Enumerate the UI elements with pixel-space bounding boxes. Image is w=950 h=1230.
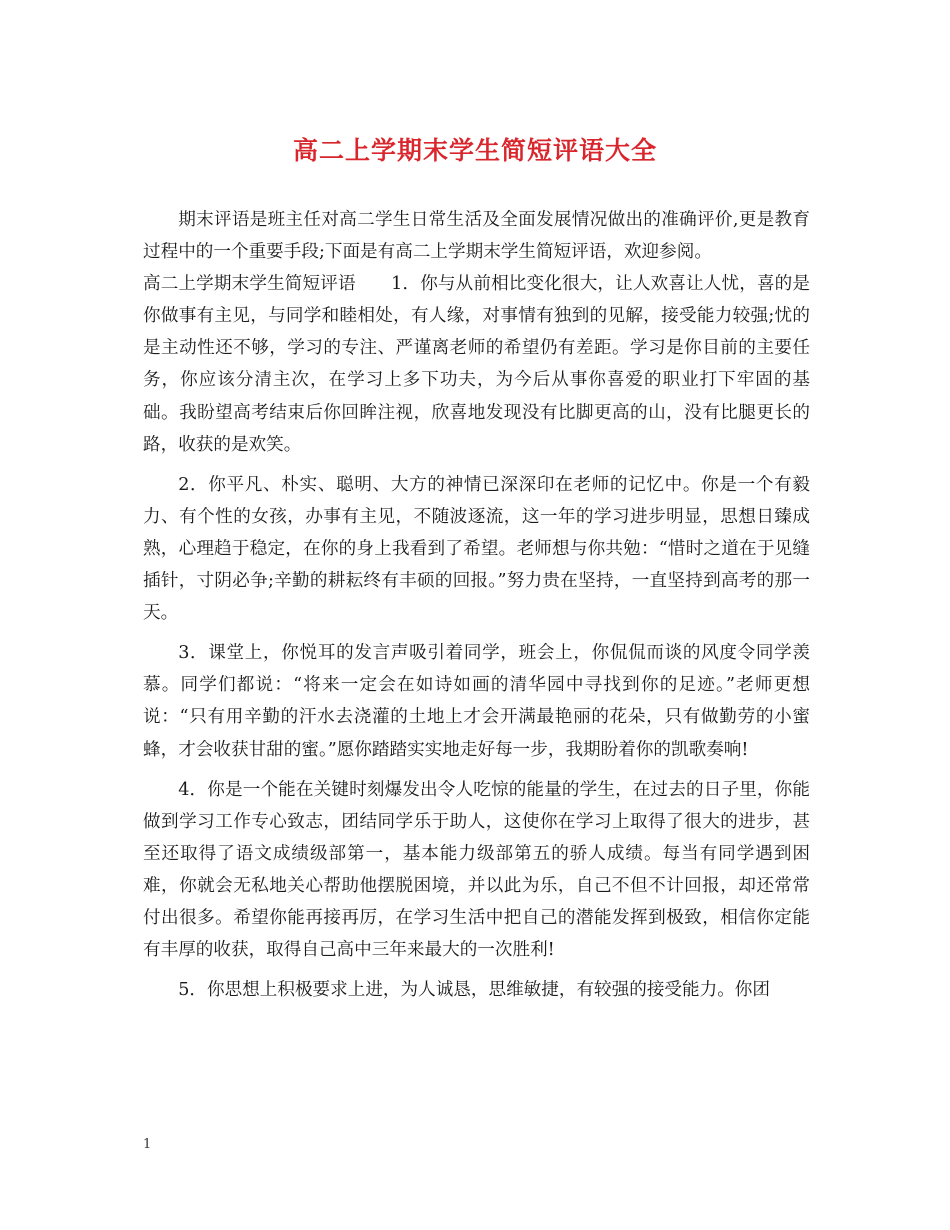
comment-paragraph-3: 3．课堂上，你悦耳的发言声吸引着同学，班会上，你侃侃而谈的风度令同学羡慕。同学们都说：“将来一定会在如诗如画的清华园中寻找到你的足迹。”老师更想说：“只有用辛勤的汗水去浇灌的土地上才会开满最艳丽的花朵，只有做勤劳的小蜜蜂，才会收获甘甜的蜜。”愿你踏踏实实地走好每一步，我期盼着你的凯歌奏响! [143,643,810,760]
comment-paragraph-1: 高二上学期末学生简短评语 1．你与从前相比变化很大，让人欢喜让人忧，喜的是你做事有主见，与同学和睦相处，有人缘，对事情有独到的见解，接受能力较强;忧的是主动性还不够，学习的专注、严谨离老师的希望仍有差距。学习是你目前的主要任务，你应该分清主次，在学习上多下功夫，为今后从事你喜爱的职业打下牢固的基础。我盼望高考结束后你回眸注视，欣喜地发现没有比脚更高的山，没有比腿更长的路，收获的是欢笑。 [143,274,810,455]
comment-paragraph-4: 4．你是一个能在关键时刻爆发出令人吃惊的能量的学生，在过去的日子里，你能做到学习工作专心致志，团结同学乐于助人，这使你在学习上取得了很大的进步，甚至还取得了语文成绩级部第一，基本能力级部第五的骄人成绩。每当有同学遇到困难，你就会无私地关心帮助他摆脱困境，并以此为乐，自己不但不计回报，却还常常付出很多。希望你能再接再厉，在学习生活中把自己的潜能发挥到极致，相信你定能有丰厚的收获，取得自己高中三年来最大的一次胜利! [143,779,810,961]
document-body [143,204,810,1006]
comment-paragraph-5: 5．你思想上积极要求上进，为人诚恳，思维敏捷，有较强的接受能力。你团 [178,980,770,1001]
page-number: 1 [143,1137,152,1152]
comment-paragraph-2: 2．你平凡、朴实、聪明、大方的神情已深深印在老师的记忆中。你是一个有毅力、有个性的女孩，办事有主见，不随波逐流，这一年的学习进步明显，思想日臻成熟，心理趋于稳定，在你的身上我看到了希望。老师想与你共勉：“惜时之道在于见缝插针，寸阴必争;辛勤的耕耘终有丰硕的回报。”努力贵在坚持，一直坚持到高考的那一天。 [143,474,810,624]
intro-paragraph: 期末评语是班主任对高二学生日常生活及全面发展情况做出的准确评价,更是教育过程中的一个重要手段;下面是有高二上学期末学生简短评语，欢迎参阅。 [143,210,810,263]
document-title: 高二上学期末学生简短评语大全 [292,136,657,165]
